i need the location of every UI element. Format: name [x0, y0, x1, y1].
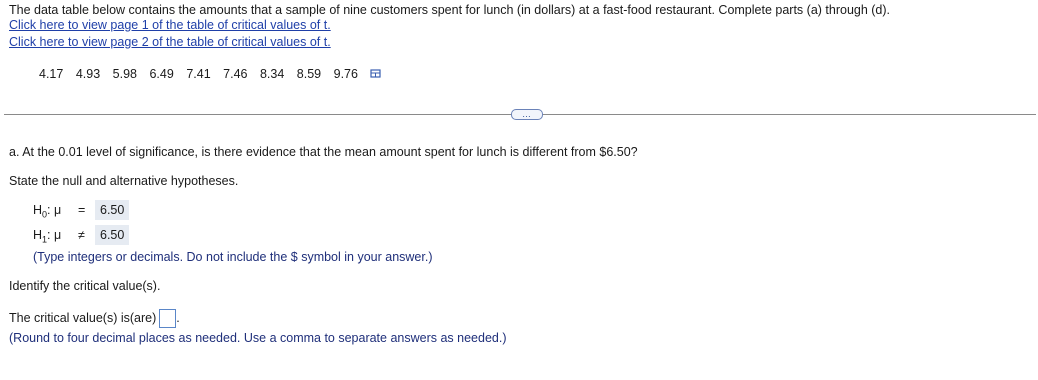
data-value: 8.59: [296, 67, 322, 81]
null-hypothesis-operator: =: [78, 203, 86, 217]
critical-value-row: The critical value(s) is(are) .: [9, 309, 180, 328]
critical-value-prompt: The critical value(s) is(are): [9, 310, 157, 325]
copy-data-icon[interactable]: [370, 68, 382, 82]
data-values-row: [39, 67, 382, 82]
data-value: 5.98: [112, 67, 137, 81]
critical-table-page2-link[interactable]: Click here to view page 2 of the table of critical values of t.: [9, 35, 331, 49]
problem-intro: The data table below contains the amounts that a sample of nine customers spent for lunch (in dollars) at a fast-food restaurant. Complete parts (a) through (d).: [9, 3, 891, 17]
critical-value-hint: (Round to four decimal places as needed. Use a comma to separate answers as needed.): [9, 331, 507, 345]
null-hypothesis-label: $H_0$: μ: [33, 203, 62, 220]
alternative-hypothesis-operator: ≠: [78, 228, 85, 242]
alternative-hypothesis-label: $H_1$: μ: [33, 228, 62, 245]
identify-critical-prompt: Identify the critical value(s).: [9, 279, 161, 293]
data-value: 9.76: [333, 67, 358, 81]
data-value: 4.17: [39, 67, 64, 81]
expand-more-button[interactable]: …: [511, 109, 543, 120]
data-value: 7.41: [186, 67, 211, 81]
data-value: 8.34: [259, 67, 285, 81]
alternative-hypothesis-value[interactable]: 6.50: [95, 225, 129, 245]
null-hypothesis-value[interactable]: 6.50: [95, 200, 129, 220]
data-value: 6.49: [149, 67, 174, 81]
state-hypotheses-prompt: State the null and alternative hypotheses.: [9, 174, 239, 188]
data-value: 7.46: [223, 67, 248, 81]
critical-value-input[interactable]: [159, 309, 176, 328]
critical-table-page1-link[interactable]: Click here to view page 1 of the table of critical values of t.: [9, 18, 331, 32]
hypotheses-hint: (Type integers or decimals. Do not include the $ symbol in your answer.): [33, 250, 433, 264]
part-a-question: a. At the 0.01 level of significance, is there evidence that the mean amount spent for lunch is different from $6.50?: [9, 145, 638, 159]
data-value: 4.93: [75, 67, 101, 81]
